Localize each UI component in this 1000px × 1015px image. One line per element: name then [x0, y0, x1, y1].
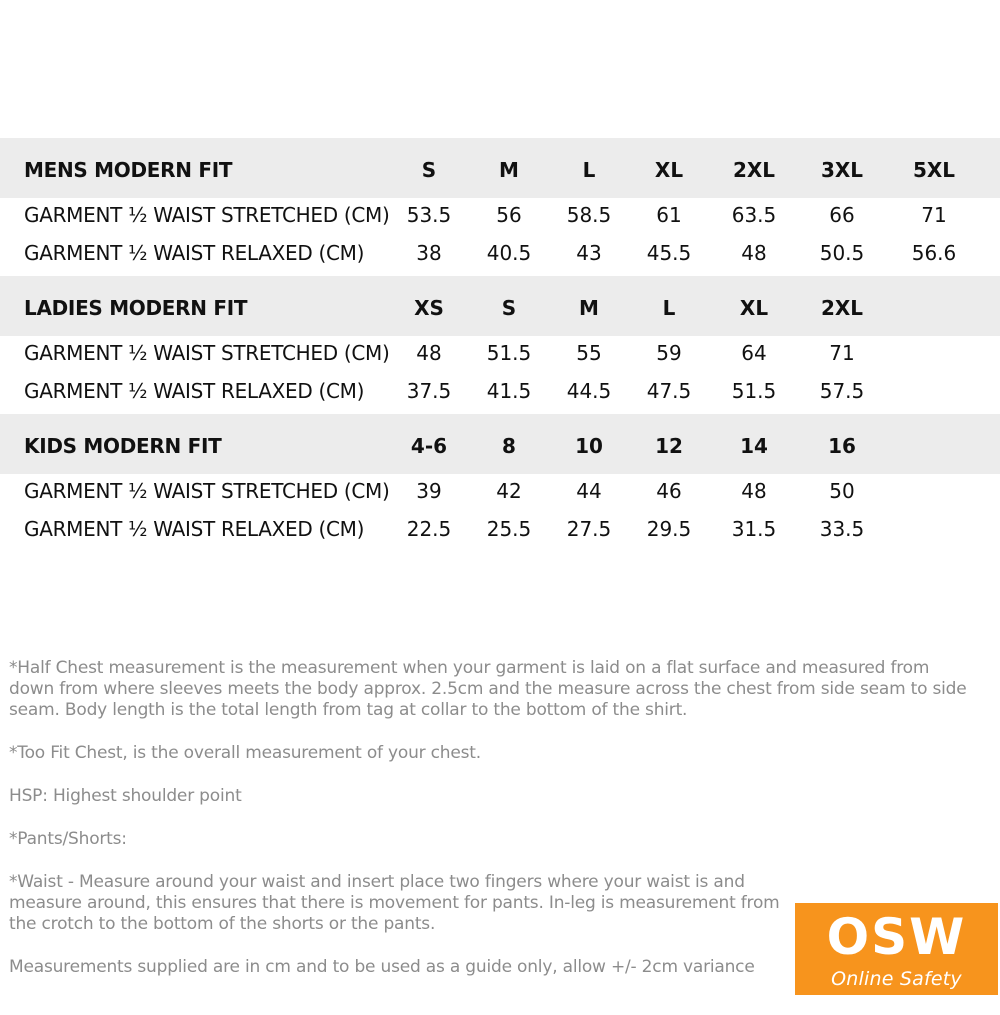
measurement-value: 31.5 — [731, 517, 777, 541]
size-header: L — [582, 158, 596, 182]
logo-wordmark: OSW — [826, 908, 967, 966]
size-header: 2XL — [732, 158, 776, 182]
measurement-value: 66 — [829, 203, 855, 227]
measurement-value: 63.5 — [731, 203, 777, 227]
measurement-value: 27.5 — [566, 517, 612, 541]
size-header: 16 — [828, 434, 856, 458]
section-title: KIDS MODERN FIT — [24, 434, 222, 458]
size-header: XL — [654, 158, 684, 182]
section-header — [0, 414, 1000, 474]
measurement-value: 45.5 — [646, 241, 692, 265]
logo-tagline: Online Safety Workwear — [831, 968, 962, 1014]
measurement-value: 42 — [496, 479, 522, 503]
measurement-value: 56 — [496, 203, 522, 227]
measurement-value: 46 — [656, 479, 682, 503]
note-hsp: HSP: Highest shoulder point — [9, 786, 242, 806]
note-variance: Measurements supplied are in cm and to be used as a guide only, allow +/- 2cm variance — [9, 957, 755, 977]
section-title: LADIES MODERN FIT — [24, 296, 248, 320]
size-header: XL — [739, 296, 769, 320]
section-header — [0, 138, 1000, 198]
measurement-label: GARMENT ½ WAIST STRETCHED (CM) — [24, 341, 390, 365]
section-title: MENS MODERN FIT — [24, 158, 233, 182]
measurement-value: 50 — [829, 479, 855, 503]
measurement-value: 48 — [416, 341, 442, 365]
measurement-value: 53.5 — [406, 203, 452, 227]
size-header: S — [421, 158, 437, 182]
measurement-value: 33.5 — [819, 517, 865, 541]
note-half-chest: *Half Chest measurement is the measurement when your garment is laid on a flat surface and measured from down from where sleeves meets the body approx. 2.5cm and the measure across the chest from side seam to side seam. Body length is the total length from tag at collar to the bottom of the shirt. — [9, 658, 967, 720]
size-header: 5XL — [912, 158, 956, 182]
measurement-value: 44 — [576, 479, 602, 503]
measurement-value: 25.5 — [486, 517, 532, 541]
measurement-label: GARMENT ½ WAIST STRETCHED (CM) — [24, 479, 390, 503]
measurement-value: 55 — [576, 341, 602, 365]
note-pants-shorts: *Pants/Shorts: — [9, 829, 127, 849]
measurement-value: 39 — [416, 479, 442, 503]
note-waist: *Waist - Measure around your waist and insert place two fingers where your waist is and measure around, this ensures that there is movement for pants. In-leg is measurement from the crotch to the bottom of the shorts or the pants. — [9, 872, 780, 934]
size-header: 8 — [502, 434, 516, 458]
measurement-value: 43 — [576, 241, 602, 265]
measurement-value: 38 — [416, 241, 442, 265]
measurement-value: 58.5 — [566, 203, 612, 227]
measurement-label: GARMENT ½ WAIST RELAXED (CM) — [24, 241, 365, 265]
measurement-value: 50.5 — [819, 241, 865, 265]
note-fit-chest: *Too Fit Chest, is the overall measurement of your chest. — [9, 743, 481, 763]
measurement-value: 64 — [741, 341, 767, 365]
measurement-value: 57.5 — [819, 379, 865, 403]
measurement-label: GARMENT ½ WAIST RELAXED (CM) — [24, 517, 365, 541]
measurement-value: 37.5 — [406, 379, 452, 403]
measurement-value: 59 — [656, 341, 682, 365]
size-header: 10 — [575, 434, 603, 458]
measurement-value: 41.5 — [486, 379, 532, 403]
size-header: 3XL — [820, 158, 864, 182]
osw-logo — [795, 903, 998, 1014]
measurement-value: 29.5 — [646, 517, 692, 541]
measurement-label: GARMENT ½ WAIST RELAXED (CM) — [24, 379, 365, 403]
size-header: S — [501, 296, 517, 320]
size-header: 14 — [740, 434, 768, 458]
size-header: 12 — [655, 434, 683, 458]
measurement-value: 71 — [829, 341, 855, 365]
size-header: XS — [414, 296, 444, 320]
measurement-value: 71 — [921, 203, 947, 227]
size-header: M — [499, 158, 519, 182]
measurement-value: 22.5 — [406, 517, 452, 541]
measurement-value: 51.5 — [486, 341, 532, 365]
size-header: L — [662, 296, 676, 320]
measurement-value: 61 — [656, 203, 682, 227]
size-header: 2XL — [820, 296, 864, 320]
measurement-value: 56.6 — [911, 241, 957, 265]
measurement-label: GARMENT ½ WAIST STRETCHED (CM) — [24, 203, 390, 227]
measurement-value: 51.5 — [731, 379, 777, 403]
size-header: M — [579, 296, 599, 320]
size-header: 4-6 — [410, 434, 448, 458]
section-header — [0, 276, 1000, 336]
measurement-value: 48 — [741, 241, 767, 265]
measurement-value: 48 — [741, 479, 767, 503]
measurement-value: 44.5 — [566, 379, 612, 403]
measurement-value: 47.5 — [646, 379, 692, 403]
measurement-value: 40.5 — [486, 241, 532, 265]
